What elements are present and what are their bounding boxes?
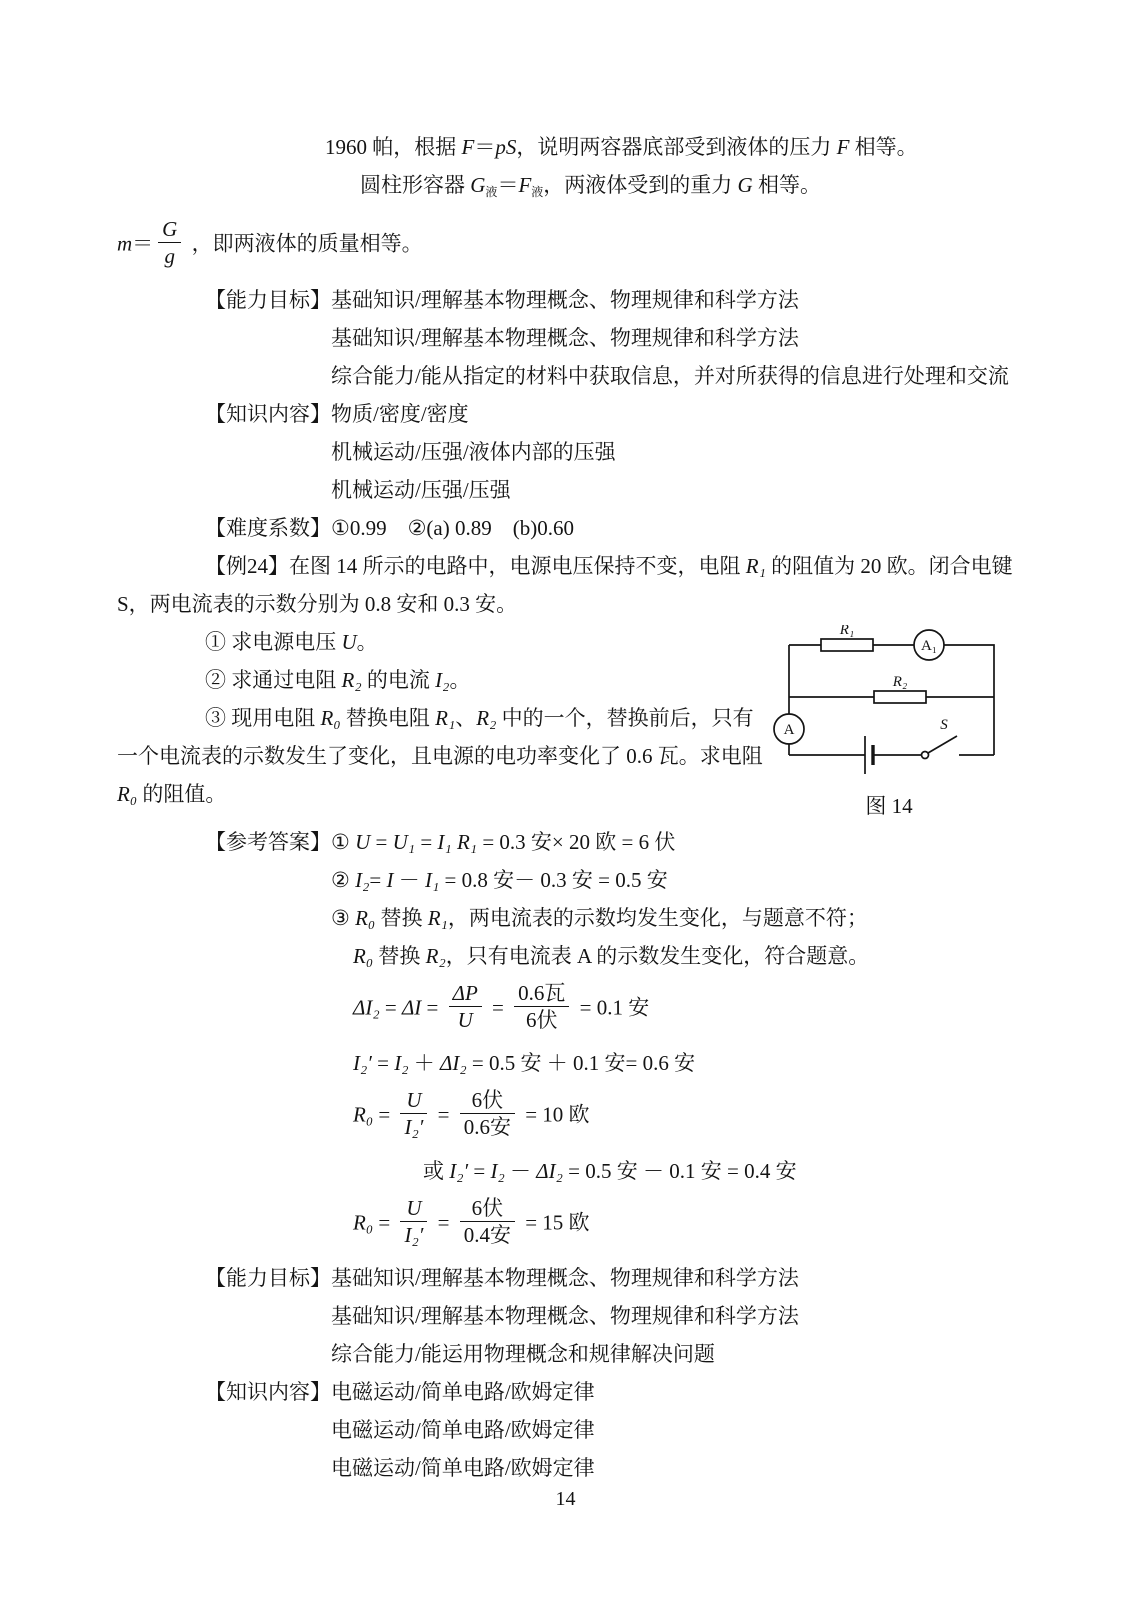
top-formula-line-3: m＝ $\frac{G}{g}$ ，即两液体的质量相等。 [117,217,423,269]
knowledge-content-label-2: 【知识内容】 [205,1380,331,1404]
knowledge-item: 电磁运动/简单电路/欧姆定律 [331,1380,595,1404]
top-formula-line-2: 圆柱形容器 G液＝F液，两液体受到的重力 G 相等。 [360,173,821,199]
circuit-figure [764,623,1014,823]
difficulty-block [205,509,1014,547]
question-2: ② 求通过电阻 R₂ 的电流 I₂。 [205,667,471,692]
ability-goal-item: 基础知识/理解基本物理概念、物理规律和科学方法 [331,325,799,350]
knowledge-content-label-1: 【知识内容】 [205,401,331,426]
switch-pivot [922,751,929,758]
fraction: $\frac{U}{\text{I₂′}}$ [400,1195,427,1249]
answer-line-4: R₀ 替换 R₂，只有电流表 A 的示数发生变化，符合题意。 [353,943,870,968]
answer-line-2: ② I₂= I － I₁ = 0.8 安－ 0.3 安 = 0.5 安 [331,867,668,892]
circuit-diagram [769,625,1009,777]
knowledge-item: 电磁运动/简单电路/欧姆定律 [331,1418,595,1442]
knowledge-item: 电磁运动/简单电路/欧姆定律 [331,1456,595,1480]
fraction: $\frac{\text{6伏}}{\text{0.6安}}$ [460,1087,515,1141]
knowledge-item: 物质/密度/密度 [331,401,469,426]
ability-goals-label-1: 【能力目标】 [205,287,331,312]
reference-answer-label: 【参考答案】 [205,829,331,854]
reference-answer-block [205,823,1014,1252]
knowledge-content-block-2 [205,1373,1014,1487]
ability-goals-label-2: 【能力目标】 [205,1266,331,1290]
fraction: $\frac{G}{g}$ [158,216,181,270]
page-number: 14 [555,1488,576,1510]
fraction: $\frac{\text{6伏}}{\text{0.4安}}$ [460,1195,515,1249]
figure-caption: 图 14 [865,793,913,818]
knowledge-item: 机械运动/压强/液体内部的压强 [331,439,616,464]
ability-goal-item: 基础知识/理解基本物理概念、物理规律和科学方法 [331,287,799,312]
answer-line-3: ③ R₀ 替换 R₁，两电流表的示数均发生变化，与题意不符； [331,905,868,930]
label-a: A [783,721,795,738]
resistor-r2 [874,691,926,703]
answer-formula-3: R₀ = $\frac{U}{\text{I₂′}}$ = $\frac{\text{6伏}}{\text{0.6安}}$ = 10 欧 [353,1088,590,1140]
label-r1: R₁ [839,624,855,638]
label-r2: R₂ [892,673,908,690]
ability-goals-block-1 [205,281,1014,395]
knowledge-item: 机械运动/压强/压强 [331,477,511,502]
resistor-r1 [821,639,873,651]
answer-formula-2: I₂′ = I₂ ＋ ΔI₂ = 0.5 安 ＋ 0.1 安= 0.6 安 [353,1051,696,1075]
top-formula-line-1: 1960 帕，根据 F＝pS，说明两容器底部受到液体的压力 F 相等。 [325,135,918,159]
label-a1: A₁ [920,637,938,654]
example-24-intro: 【例24】在图 14 所示的电路中，电源电压保持不变，电阻 R₁ 的阻值为 20 欧。闭合电键 S，两电流表的示数分别为 0.8 安和 0.3 安。 [117,553,1013,616]
switch-blade [928,736,957,753]
answer-formula-5: R₀ = $\frac{U}{\text{I₂′}}$ = $\frac{\text{6伏}}{\text{0.4安}}$ = 15 欧 [353,1195,590,1247]
difficulty-label: 【难度系数】 [205,515,331,540]
fraction: $\frac{\text{0.6瓦}}{\text{6伏}}$ [514,980,569,1034]
answer-line-1: ① U = U₁ = I₁ R₁ = 0.3 安× 20 欧 = 6 伏 [331,829,676,854]
label-s: S [940,716,948,733]
fraction: $\frac{\Delta P}{U}$ [449,980,482,1034]
question-3: ③ 现用电阻 R₀ 替换电阻 R₁、R₂ 中的一个，替换前后，只有一个电流表的示数发生了变化，且电源的电功率变化了 0.6 瓦。求电阻 R₀ 的阻值。 [117,705,763,806]
ability-goal-item: 基础知识/理解基本物理概念、物理规律和科学方法 [331,1304,799,1328]
ability-goal-item: 基础知识/理解基本物理概念、物理规律和科学方法 [331,1266,799,1290]
ability-goal-item: 综合能力/能运用物理概念和规律解决问题 [331,1342,715,1366]
answer-formula-4: 或 I₂′ = I₂ － ΔI₂ = 0.5 安 － 0.1 安 = 0.4 安 [423,1158,797,1183]
difficulty-values: ①0.99 ②(a) 0.89 (b)0.60 [331,515,574,540]
example-body-row [117,623,1014,823]
knowledge-content-block-1 [205,395,1014,509]
ability-goal-item: 综合能力/能从指定的材料中获取信息，并对所获得的信息进行处理和交流 [331,363,1009,388]
ability-goals-block-2 [205,1259,1014,1373]
example-questions [117,623,764,813]
question-1: ① 求电源电压 U。 [205,629,378,654]
fraction: $\frac{U}{\text{I₂′}}$ [400,1087,427,1141]
answer-formula-1: ΔI₂ = ΔI = $\frac{\Delta P}{U}$ = $\frac{\text{0.6瓦}}{\text{6伏}}$ = 0.1 安 [353,980,650,1032]
